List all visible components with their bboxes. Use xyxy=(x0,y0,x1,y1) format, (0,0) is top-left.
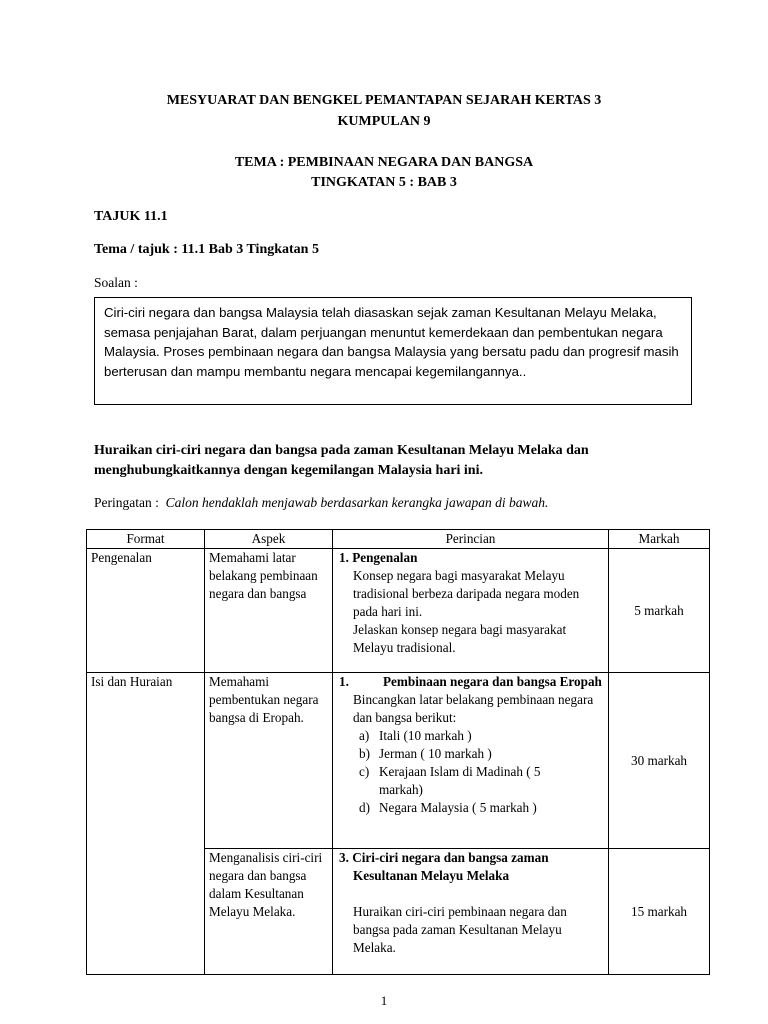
theme-title: TEMA : PEMBINAAN NEGARA DAN BANGSA xyxy=(234,155,534,170)
section-paragraph: Bincangkan latar belakang pembinaan negara dan bangsa berikut: xyxy=(353,692,594,725)
section-paragraph: Konsep negara bagi masyarakat Melayu tradisional berbeza daripada negara moden pada hari ini. xyxy=(353,568,580,619)
soalan-label: Soalan : xyxy=(94,275,138,290)
perincian-cell xyxy=(333,673,609,849)
table-row xyxy=(87,549,710,673)
doc-title: MESYUARAT DAN BENGKEL PEMANTAPAN SEJARAH KERTAS 3 xyxy=(166,93,602,108)
section-number: 1. xyxy=(339,674,349,689)
list-item-label: c) xyxy=(359,764,370,779)
peringatan-label: Peringatan : xyxy=(94,495,159,510)
header-perincian: Perincian xyxy=(333,530,609,549)
header-aspek: Aspek xyxy=(205,530,333,549)
section-paragraph: Huraikan ciri-ciri pembinaan negara dan bangsa pada zaman Kesultanan Melayu Melaka. xyxy=(353,904,567,955)
soalan-box xyxy=(94,297,692,405)
sub-item-list xyxy=(339,727,604,817)
header-markah: Markah xyxy=(609,530,710,549)
tajuk-heading: TAJUK 11.1 xyxy=(94,209,168,224)
page-number: 1 xyxy=(380,993,388,1008)
grade-chapter: TINGKATAN 5 : BAB 3 xyxy=(311,175,457,190)
table-header-row xyxy=(87,530,710,549)
soalan-text: Ciri-ciri negara dan bangsa Malaysia telah diasaskan sejak zaman Kesultanan Melayu Melaka, semasa penjajahan Barat, dalam perjuangan menuntut kemerdekaan dan pembentukan negara Malaysia. Proses pembinaan negara dan bangsa Malaysia yang bersatu padu dan progresif masih berterusan dan mampu membantu negara mencapai kegemilangannya.. xyxy=(104,305,679,379)
question-text: Huraikan ciri-ciri negara dan bangsa pada zaman Kesultanan Melayu Melaka dan menghubungkaitkannya dengan kegemilangan Malaysia hari ini. xyxy=(94,443,589,478)
format-cell: Pengenalan xyxy=(87,549,205,673)
list-item xyxy=(359,745,604,763)
list-item-text: Kerajaan Islam di Madinah ( 5 markah) xyxy=(379,764,541,797)
section-paragraph: Jelaskan konsep negara bagi masyarakat Melayu tradisional. xyxy=(353,622,567,655)
section-heading xyxy=(339,673,604,691)
markah-cell: 15 markah xyxy=(609,849,710,975)
section-heading-text: Pembinaan negara dan bangsa Eropah xyxy=(383,674,602,689)
answer-framework-table xyxy=(86,529,710,975)
aspek-cell: Menganalisis ciri-ciri negara dan bangsa dalam Kesultanan Melayu Melaka. xyxy=(205,849,333,975)
list-item xyxy=(359,763,604,799)
tema-tajuk: Tema / tajuk : 11.1 Bab 3 Tingkatan 5 xyxy=(94,242,319,257)
list-item-label: a) xyxy=(359,728,370,743)
header-format: Format xyxy=(87,530,205,549)
list-item-text: Itali (10 markah ) xyxy=(379,728,472,743)
list-item-text: Jerman ( 10 markah ) xyxy=(379,746,492,761)
section-heading: 1. Pengenalan xyxy=(339,550,418,565)
markah-cell: 30 markah xyxy=(609,673,710,849)
peringatan xyxy=(94,495,548,511)
format-cell: Isi dan Huraian xyxy=(87,673,205,975)
table-row xyxy=(87,673,710,849)
aspek-cell: Memahami latar belakang pembinaan negara dan bangsa xyxy=(205,549,333,673)
list-item-label: d) xyxy=(359,800,370,815)
peringatan-note: Calon hendaklah menjawab berdasarkan kerangka jawapan di bawah. xyxy=(165,495,549,510)
perincian-cell xyxy=(333,549,609,673)
markah-cell: 5 markah xyxy=(609,549,710,673)
doc-subtitle: KUMPULAN 9 xyxy=(337,114,431,129)
aspek-cell: Memahami pembentukan negara bangsa di Eropah. xyxy=(205,673,333,849)
perincian-cell xyxy=(333,849,609,975)
list-item xyxy=(359,799,604,817)
list-item xyxy=(359,727,604,745)
list-item-text: Negara Malaysia ( 5 markah ) xyxy=(379,800,537,815)
section-heading: 3. Ciri-ciri negara dan bangsa zaman Kesultanan Melayu Melaka xyxy=(339,850,549,883)
list-item-label: b) xyxy=(359,746,370,761)
